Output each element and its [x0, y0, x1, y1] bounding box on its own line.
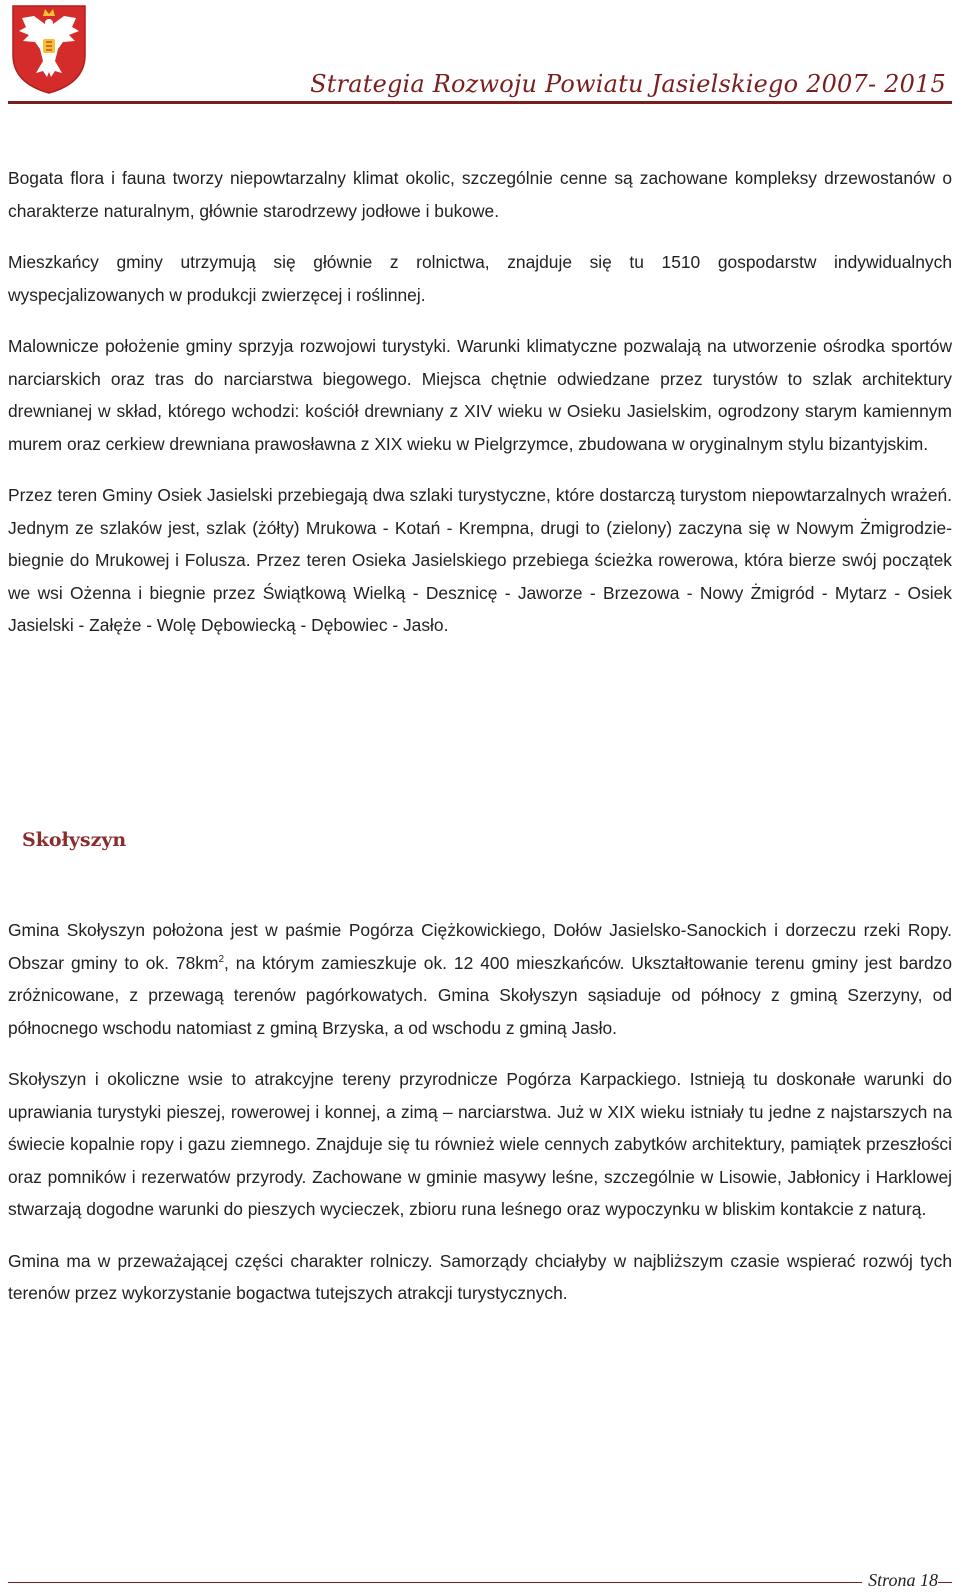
header-title: Strategia Rozwoju Powiatu Jasielskiego 2007- 2015 — [310, 70, 946, 98]
section-content — [8, 914, 952, 1310]
paragraph-tourism: Malownicze położenie gminy sprzyja rozwojowi turystyki. Warunki klimatyczne pozwalają na utworzenie ośrodka sportów narciarskich oraz tras do narciarstwa biegowego. Miejsca chętnie odwiedzane przez turystów to szlak architektury drewnianej w skład, którego wchodzi: kościół drewniany z XIV wieku w Osieku Jasielskim, ogrodzony starym kamiennym murem oraz cerkiew drewniana prawosławna z XIX wieku w Pielgrzymce, zbudowana w oryginalnym stylu bizantyjskim. — [8, 336, 952, 454]
paragraph-skolyszyn-agriculture: Gmina ma w przeważającej części charakter rolniczy. Samorządy chciałyby w najbliższym czasie wspierać rozwój tych terenów przez wykorzystanie bogactwa tutejszych atrakcji turystycznych. — [8, 1250, 952, 1303]
paragraph-flora: Bogata flora i fauna tworzy niepowtarzalny klimat okolic, szczególnie cenne są zachowane kompleksy drzewostanów o charakterze naturalnym, głównie starodrzewy jodłowe i bukowe. — [8, 168, 952, 221]
page-number: Strona 18 — [862, 1570, 938, 1591]
superscript: 2 — [218, 953, 224, 965]
paragraph-agriculture: Mieszkańcy gminy utrzymują się głównie z rolnictwa, znajduje się tu 1510 gospodarstw indywidualnych wyspecjalizowanych w produkcji zwierzęcej i roślinnej. — [8, 252, 952, 305]
main-content — [8, 162, 952, 642]
intro-text-start: Gmina Skołyszyn położona jest w paśmie Pogórza Ciężkowickiego, Dołów Jasielsko-Sanockich i dorzeczu rzeki Ropy. Obszar gminy to ok. 78km — [8, 920, 952, 973]
coat-of-arms-icon — [10, 3, 88, 95]
paragraph-skolyszyn-nature: Skołyszyn i okoliczne wsie to atrakcyjne tereny przyrodnicze Pogórza Karpackiego. Istnieją tu doskonałe warunki do uprawiania turystyki pieszej, rowerowej i konnej, a zimą – narciarstwa. Już w XIX wieku istniały tu jedne z najstarszych na świecie kopalnie ropy i gazu ziemnego. Znajduje się tu również wiele cennych zabytków architektury, pamiątek przeszłości oraz pomników i rezerwatów przyrody. Zachowane w gminie masywy leśne, szczególnie w Lisowie, Jabłonicy i Harklowej stwarzają dogodne warunki do pieszych wycieczek, zbioru runa leśnego oraz wypoczynku w bliskim kontakcie z naturą. — [8, 1069, 952, 1219]
section-heading-skolyszyn: Skołyszyn — [22, 829, 127, 851]
intro-text-end: , na którym zamieszkuje ok. 12 400 mieszkańców. Ukształtowanie terenu gminy jest bardzo zróżnicowane, z przewagą terenów pagórkowatych. Gmina Skołyszyn sąsiaduje od północy z gminą Szerzyny, od północnego wschodu natomiast z gminą Brzyska, a od wschodu z gminą Jasło. — [8, 952, 952, 1038]
paragraph-skolyszyn-intro — [8, 914, 952, 1044]
footer-divider — [8, 1582, 952, 1583]
paragraph-trails: Przez teren Gminy Osiek Jasielski przebiegają dwa szlaki turystyczne, które dostarczą turystom niepowtarzalnych wrażeń. Jednym ze szlaków jest, szlak (żółty) Mrukowa - Kotań - Krempna, drugi to (zielony) zaczyna się w Nowym Żmigrodzie- biegnie do Mrukowej i Folusza. Przez teren Osieka Jasielskiego przebiega ścieżka rowerowa, która bierze swój początek we wsi Ożenna i biegnie przez Świątkową Wielką - Desznicę - Jaworze - Brzezowa - Nowy Żmigród - Mytarz - Osiek Jasielski - Załęże - Wolę Dębowiecką - Dębowiec - Jasło. — [8, 485, 952, 635]
header-divider — [8, 101, 952, 104]
